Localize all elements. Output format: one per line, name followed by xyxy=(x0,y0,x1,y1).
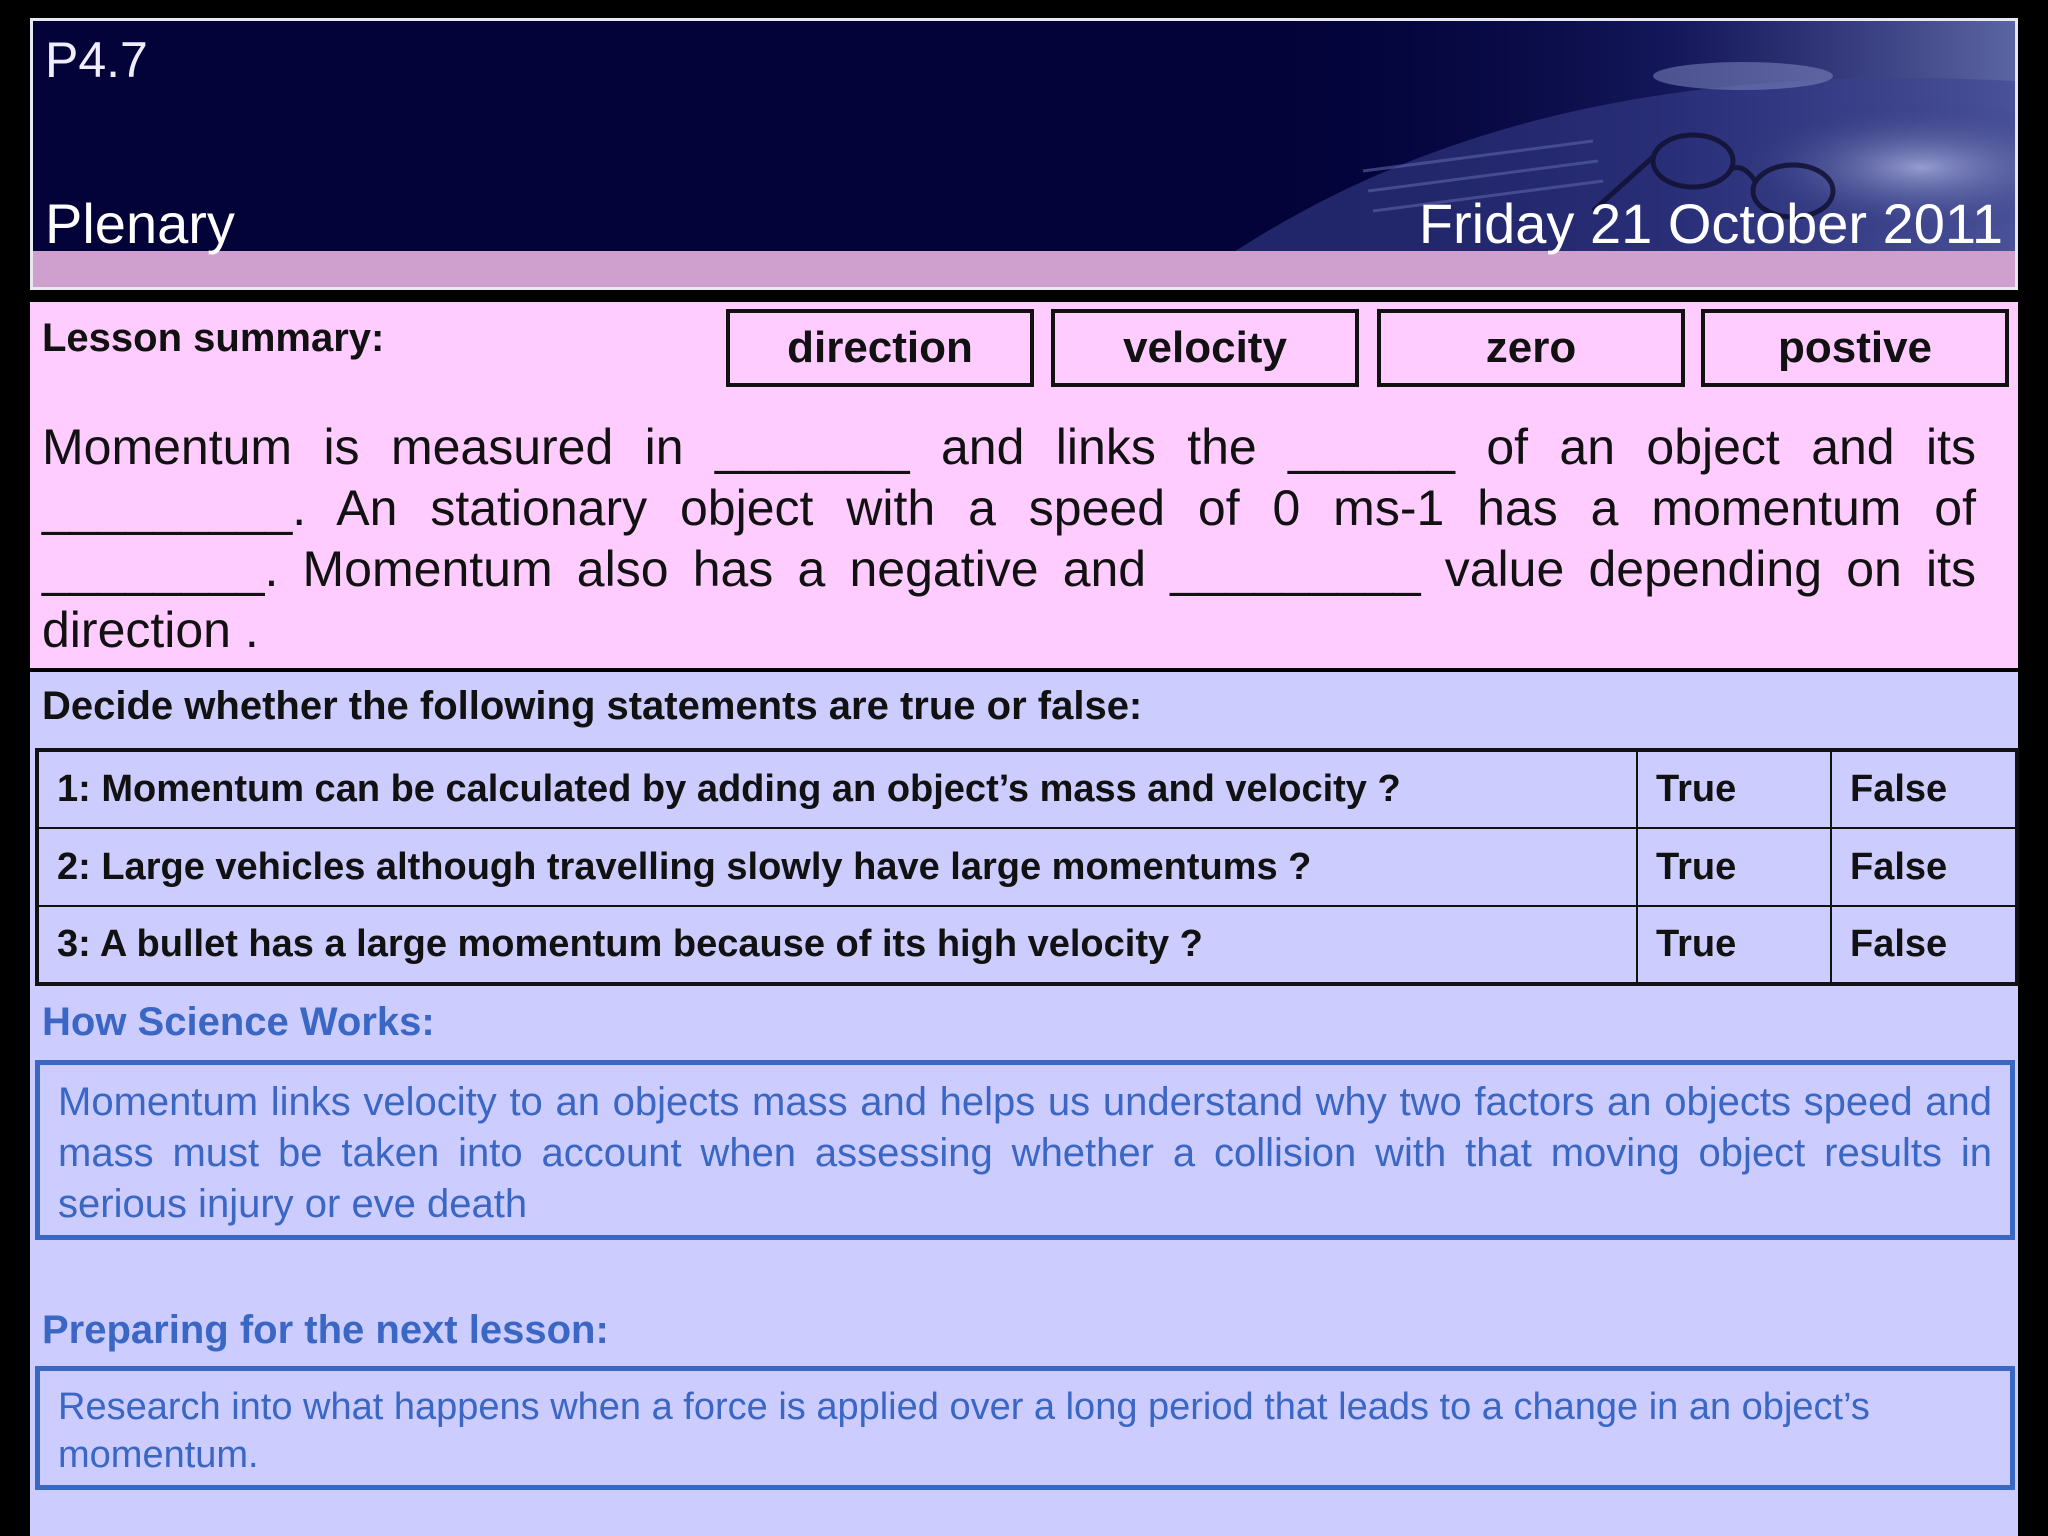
statement-cell: 3: A bullet has a large momentum because of its high velocity ? xyxy=(37,906,1637,984)
true-false-heading: Decide whether the following statements are true or false: xyxy=(42,684,1143,728)
how-science-works-text: Momentum links velocity to an objects mass and helps us understand why two factors an objects speed and mass must be taken into account when assessing whether a collision with that moving object results in serious injury or eve death xyxy=(35,1060,2015,1240)
cloze-paragraph: Momentum is measured in _______ and links the ______ of an object and its _________. An stationary object with a speed of 0 ms-1 has a momentum of ________. Momentum also has a negative and _________ value depending on its direction . xyxy=(42,419,1976,658)
true-false-table xyxy=(35,748,2019,986)
false-option[interactable]: False xyxy=(1831,906,2017,984)
next-lesson-heading: Preparing for the next lesson: xyxy=(42,1308,609,1352)
lesson-code: P4.7 xyxy=(45,32,148,88)
false-option[interactable]: False xyxy=(1831,828,2017,906)
header-accent-band xyxy=(33,251,2015,287)
activities-panel xyxy=(30,672,2018,1536)
word-bank-item: postive xyxy=(1701,309,2009,387)
table-row xyxy=(37,828,2017,906)
true-option[interactable]: True xyxy=(1637,828,1831,906)
true-option[interactable]: True xyxy=(1637,906,1831,984)
lesson-summary-panel xyxy=(30,302,2018,668)
statement-cell: 1: Momentum can be calculated by adding an object’s mass and velocity ? xyxy=(37,750,1637,828)
true-option[interactable]: True xyxy=(1637,750,1831,828)
word-bank-item: velocity xyxy=(1051,309,1359,387)
statement-cell: 2: Large vehicles although travelling slowly have large momentums ? xyxy=(37,828,1637,906)
slide-header xyxy=(30,18,2018,290)
table-row xyxy=(37,750,2017,828)
word-bank-item: zero xyxy=(1377,309,1685,387)
table-row xyxy=(37,906,2017,984)
word-bank-item: direction xyxy=(726,309,1034,387)
next-lesson-text: Research into what happens when a force is applied over a long period that leads to a change in an object’s momentum. xyxy=(35,1366,2015,1490)
false-option[interactable]: False xyxy=(1831,750,2017,828)
lesson-summary-label: Lesson summary: xyxy=(42,316,385,360)
page-title: Plenary xyxy=(45,192,235,255)
how-science-works-heading: How Science Works: xyxy=(42,1000,435,1044)
lesson-date: Friday 21 October 2011 xyxy=(1418,192,2003,255)
